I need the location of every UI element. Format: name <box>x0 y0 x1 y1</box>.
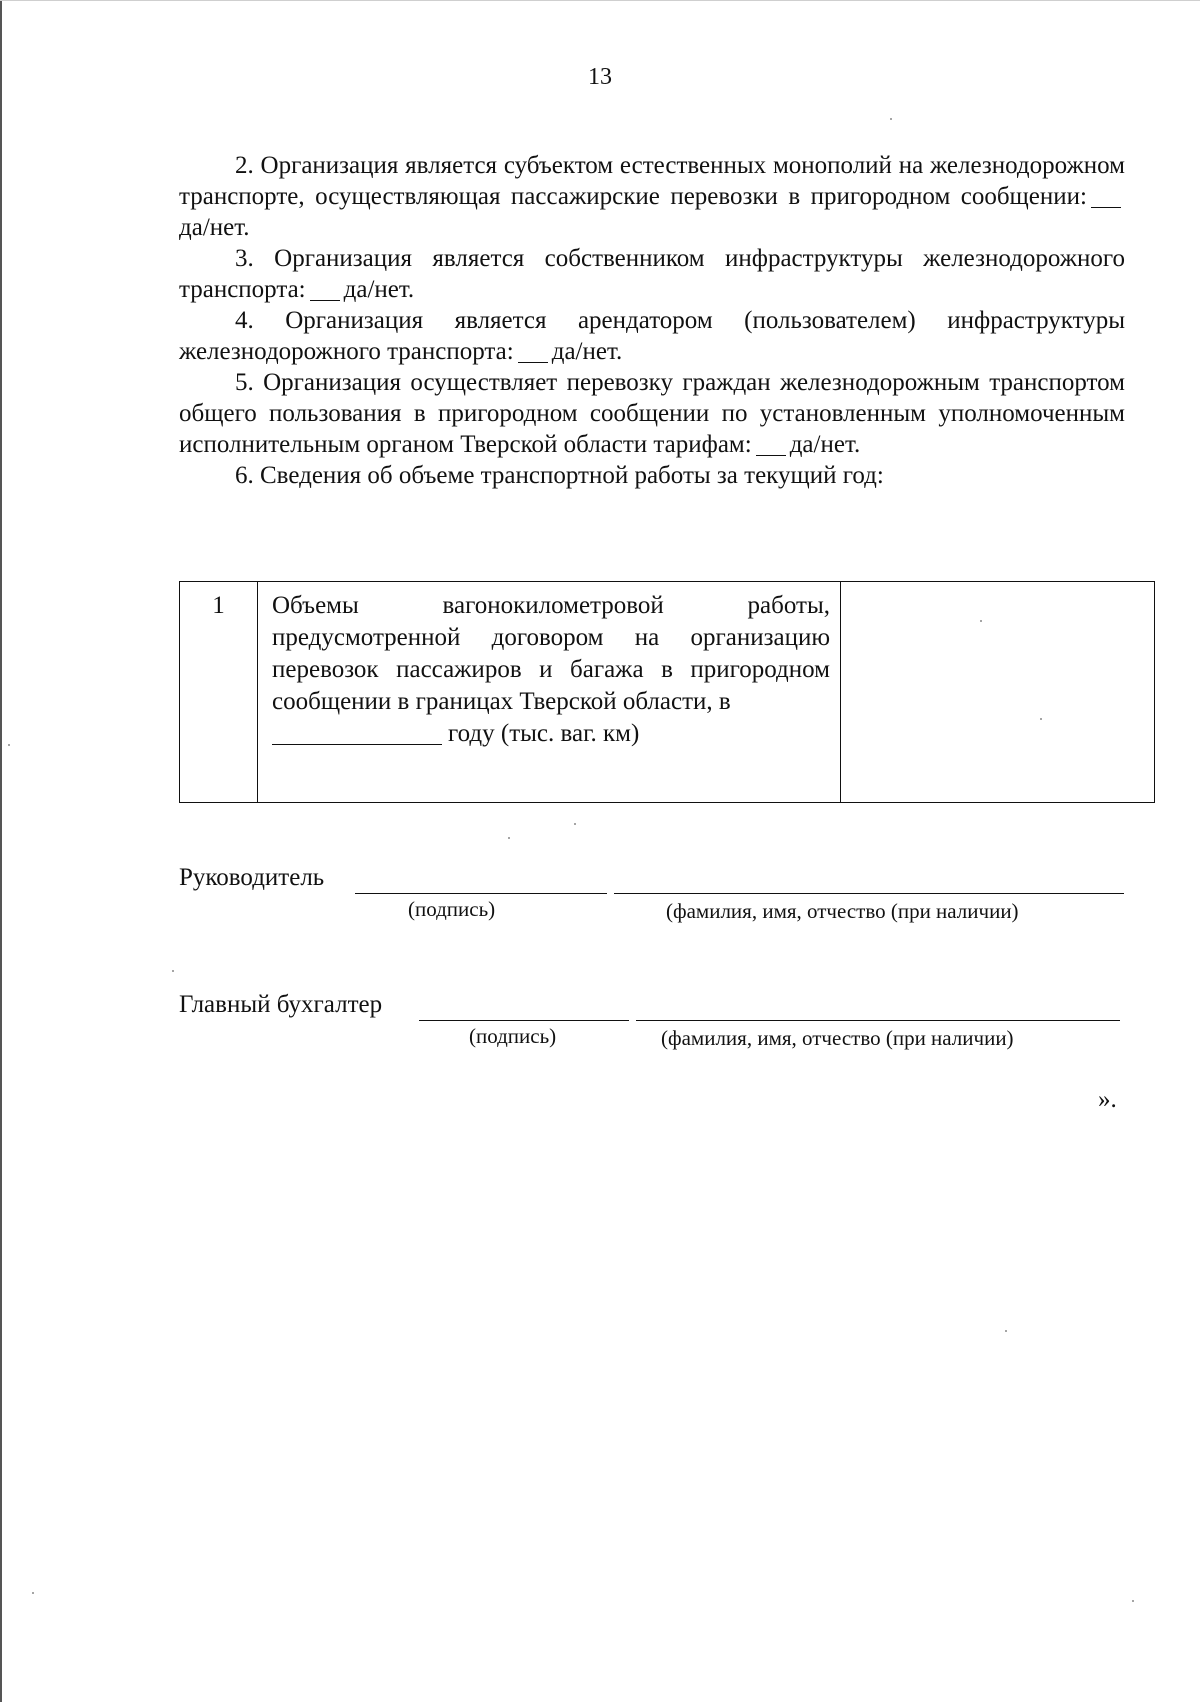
document-body <box>179 150 1125 491</box>
head-name-caption: (фамилия, имя, отчество (при наличии) <box>666 899 1019 923</box>
row-description-tail: году (тыс. ваг. км) <box>448 720 640 747</box>
row-number-cell: 1 <box>180 582 258 803</box>
accountant-signature-line[interactable] <box>419 1020 629 1021</box>
row-description-cell <box>258 582 841 803</box>
paragraph-6: 6. Сведения об объеме транспортной работы за текущий год: <box>235 462 884 489</box>
scan-speck <box>1040 718 1042 720</box>
accountant-name-caption: (фамилия, имя, отчество (при наличии) <box>661 1026 1014 1050</box>
paragraph-3-answer: да/нет. <box>343 276 415 303</box>
paragraph-2-text: 2. Организация является субъектом естественных монополий на железнодорожном транспорте, осуществляющая пассажирские перевозки в пригородном сообщении: <box>179 152 1125 210</box>
row-description-text: Объемы вагонокилометровой работы, предусмотренной договором на организацию перевозок пассажиров и багажа в пригородном сообщении в границах Тверской области, в <box>272 592 830 715</box>
answer-blank <box>1091 182 1121 208</box>
paragraph-4-text: 4. Организация является арендатором (пользователем) инфраструктуры железнодорожного транспорта: <box>179 307 1125 365</box>
head-signature-caption: (подпись) <box>408 897 496 921</box>
paragraph-5 <box>179 367 1125 460</box>
head-signature-line[interactable] <box>355 893 607 894</box>
scan-speck <box>980 620 982 622</box>
closing-quote-mark: ». <box>1098 1086 1117 1113</box>
scan-speck <box>508 837 510 839</box>
answer-blank <box>310 275 340 301</box>
paragraph-4-answer: да/нет. <box>551 338 623 365</box>
scan-speck <box>1132 1600 1134 1602</box>
accountant-label: Главный бухгалтер <box>179 991 383 1018</box>
scan-speck <box>172 970 174 972</box>
scan-speck <box>1005 1330 1007 1332</box>
paragraph-5-answer: да/нет. <box>789 431 861 458</box>
paragraph-5-text: 5. Организация осуществляет перевозку граждан железнодорожным транспортом общего пользования в пригородном сообщении по установленным уполномоченным исполнительным органом Тверской области тарифам: <box>179 369 1125 458</box>
transport-volume-table <box>179 581 1155 803</box>
paragraph-3 <box>179 243 1125 305</box>
row-value-cell[interactable] <box>841 582 1155 803</box>
scan-speck <box>574 823 576 825</box>
accountant-name-line[interactable] <box>636 1020 1120 1021</box>
answer-blank <box>518 337 548 363</box>
scan-speck <box>32 1592 34 1594</box>
head-label: Руководитель <box>179 864 325 891</box>
paragraph-2 <box>179 150 1125 243</box>
answer-blank <box>756 430 786 456</box>
scan-speck <box>890 118 892 120</box>
paragraph-4 <box>179 305 1125 367</box>
paragraph-2-answer: да/нет. <box>179 214 250 241</box>
scan-left-edge <box>0 0 2 1702</box>
accountant-signature-caption: (подпись) <box>469 1024 557 1048</box>
page-number: 13 <box>588 64 612 90</box>
paragraph-3-text: 3. Организация является собственником инфраструктуры железнодорожного транспорта: <box>179 245 1125 303</box>
scan-speck <box>8 744 10 746</box>
scan-top-edge <box>0 0 1200 1</box>
year-blank <box>272 719 442 745</box>
head-name-line[interactable] <box>614 893 1124 894</box>
table-row <box>180 582 1155 803</box>
